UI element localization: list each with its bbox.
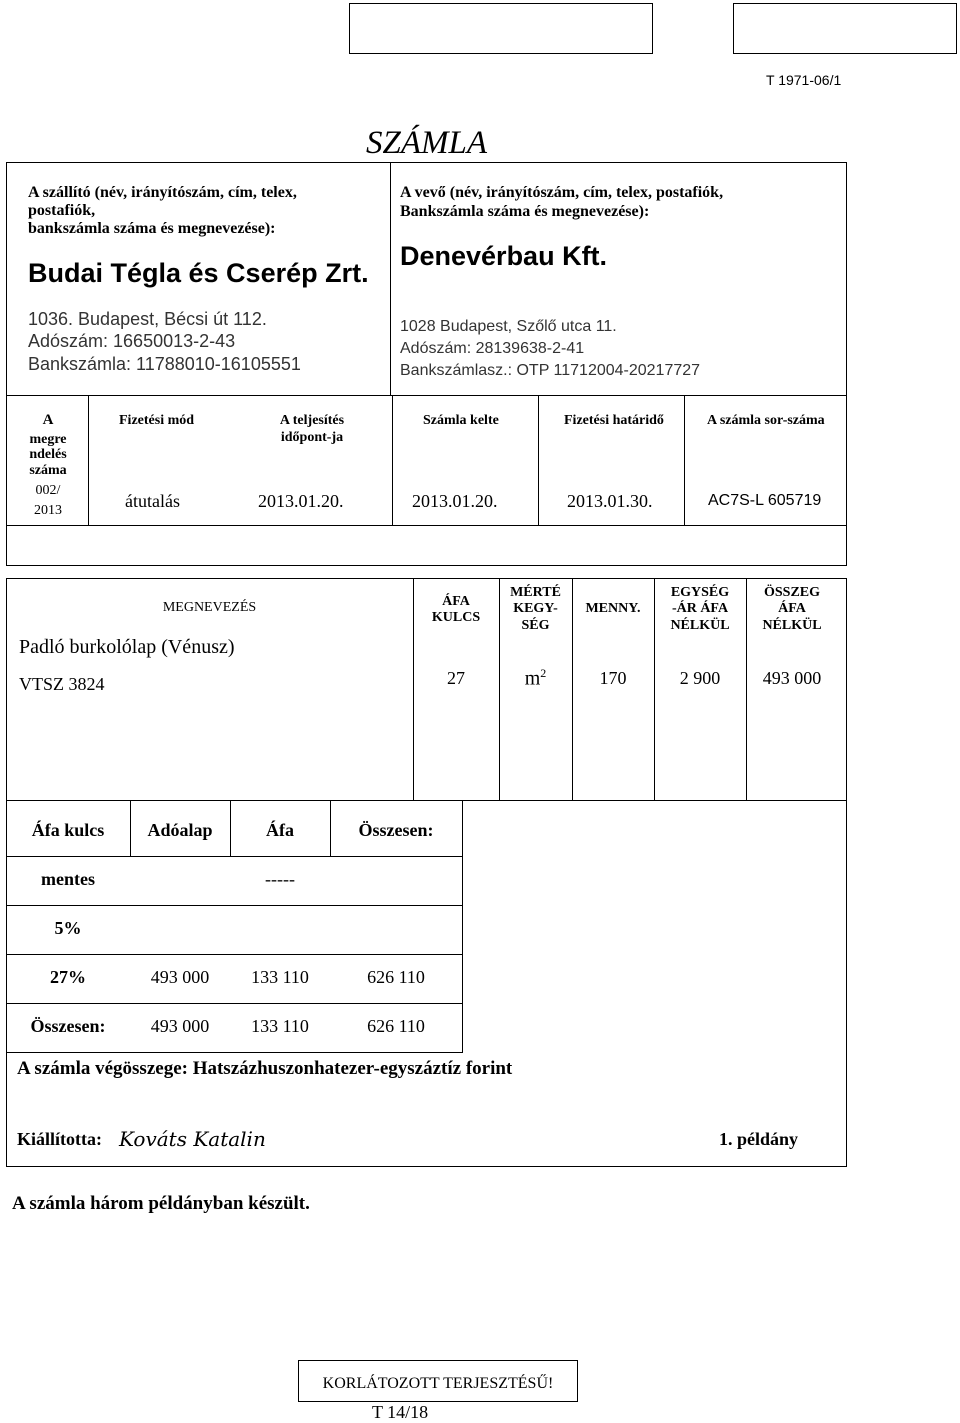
buyer-address: 1028 Budapest, Szőlő utca 11. — [400, 318, 617, 335]
items-vat-header-2: KULCS — [431, 610, 481, 625]
items-qty-header: MENNY. — [585, 601, 641, 616]
order-label-2: megre — [29, 432, 67, 447]
summary-header-base: Adóalap — [147, 820, 213, 840]
completion-label-2: időpont-ja — [280, 430, 344, 445]
invoice-title: SZÁMLA — [366, 125, 488, 161]
summary-row-base: 493 000 — [150, 967, 210, 987]
buyer-heading-2: Bankszámla száma és megnevezése): — [400, 203, 650, 220]
summary-row-line-3 — [6, 954, 463, 955]
items-unit-header-3: SÉG — [521, 618, 550, 633]
order-label-4: száma — [29, 463, 67, 478]
summary-row-rate: 5% — [54, 918, 82, 938]
summary-row-rate: 27% — [50, 967, 86, 987]
restricted-label: KORLÁTOZOTT TERJESZTÉSŰ! — [322, 1375, 554, 1392]
issued-by-label: Kiállította: — [17, 1129, 102, 1149]
summary-total-sum: 626 110 — [367, 1016, 425, 1036]
due-date-value: 2013.01.30. — [567, 491, 653, 511]
info-divider-3 — [538, 395, 539, 525]
item-vat: 27 — [447, 668, 465, 688]
item-total: 493 000 — [762, 668, 822, 688]
items-total-header-2: ÁFA — [778, 601, 806, 616]
order-number-2: 2013 — [34, 503, 62, 518]
items-bottom-line — [6, 800, 847, 801]
item-unit-sup: 2 — [540, 666, 547, 680]
summary-row-line-4 — [6, 1003, 463, 1004]
items-unit-price-header-3: NÉLKÜL — [670, 618, 730, 633]
top-field-box-right — [733, 3, 957, 54]
item-name: Padló burkolólap (Vénusz) — [19, 636, 235, 658]
items-total-header-3: NÉLKÜL — [762, 618, 822, 633]
buyer-name: Denevérbau Kft. — [400, 241, 608, 271]
page-number: T 14/18 — [372, 1402, 429, 1422]
serial-value: AC7S-L 605719 — [708, 492, 822, 509]
summary-row-line-1 — [6, 856, 463, 857]
summary-row-total: 626 110 — [367, 967, 425, 987]
summary-row-vat: ----- — [265, 869, 295, 889]
payment-method-value: átutalás — [125, 491, 180, 511]
info-divider-2 — [392, 395, 393, 525]
items-unit-price-header-1: EGYSÉG — [670, 585, 730, 600]
items-total-header-1: ÖSSZEG — [763, 585, 821, 600]
supplier-address: 1036. Budapest, Bécsi út 112. — [28, 309, 267, 329]
summary-row-vat: 133 110 — [251, 967, 309, 987]
buyer-tax-id: Adószám: 28139638-2-41 — [400, 340, 585, 357]
issued-by-signature: Kováts Katalin — [119, 1127, 266, 1151]
form-code: T 1971-06/1 — [766, 72, 842, 88]
header-divider — [390, 162, 391, 396]
completion-label-1: A teljesítés — [279, 413, 345, 428]
supplier-heading-1: A szállító (név, irányítószám, cím, telex, — [28, 184, 297, 201]
header-separator — [6, 395, 847, 396]
info-bottom-line — [6, 525, 847, 526]
summary-total-label: Összesen: — [30, 1016, 106, 1036]
invoice-date-label: Számla kelte — [423, 413, 499, 428]
copy-number: 1. példány — [719, 1129, 799, 1149]
supplier-tax-id: Adószám: 16650013-2-43 — [28, 331, 236, 351]
top-field-box-left — [349, 3, 653, 54]
supplier-heading-3: bankszámla száma és megnevezése): — [28, 220, 276, 237]
supplier-bank: Bankszámla: 11788010-16105551 — [28, 354, 301, 374]
summary-header-total: Összesen: — [358, 820, 434, 840]
info-divider-4 — [684, 395, 685, 525]
due-date-label: Fizetési határidő — [564, 413, 664, 428]
summary-total-vat: 133 110 — [251, 1016, 309, 1036]
summary-row-line-2 — [6, 905, 463, 906]
payment-method-label: Fizetési mód — [119, 413, 195, 428]
info-divider-1 — [88, 395, 89, 525]
completion-value: 2013.01.20. — [258, 491, 344, 511]
item-qty: 170 — [599, 668, 627, 688]
summary-header-vat-rate: Áfa kulcs — [31, 820, 105, 840]
supplier-name: Budai Tégla és Cserép Zrt. — [28, 258, 369, 288]
item-unit-price: 2 900 — [679, 668, 721, 688]
invoice-date-value: 2013.01.20. — [412, 491, 498, 511]
order-number-1: 002/ — [35, 483, 61, 498]
summary-header-vat: Áfa — [266, 820, 294, 840]
items-unit-header-2: KEGY- — [513, 601, 558, 616]
order-label-1: A — [42, 412, 54, 428]
summary-row-line-5 — [6, 1052, 463, 1053]
item-unit-text: m — [524, 667, 541, 690]
summary-row-rate: mentes — [41, 869, 95, 889]
items-vat-header-1: ÁFA — [442, 594, 470, 609]
items-unit-price-header-2: -ÁR ÁFA — [671, 601, 729, 616]
item-unit — [499, 666, 572, 691]
supplier-heading-2: postafiók, — [28, 202, 96, 219]
item-vtsz: VTSZ 3824 — [19, 674, 105, 694]
order-label-3: ndelés — [29, 447, 67, 462]
items-unit-header-1: MÉRTÉ — [510, 585, 561, 600]
summary-divider-4 — [462, 800, 463, 1052]
items-name-header: MEGNEVEZÉS — [162, 600, 257, 615]
buyer-heading-1: A vevő (név, irányítószám, cím, telex, postafiók, — [400, 184, 724, 201]
summary-total-base: 493 000 — [150, 1016, 210, 1036]
buyer-bank: Bankszámlasz.: OTP 11712004-20217727 — [400, 362, 701, 379]
serial-label: A számla sor-száma — [707, 413, 825, 428]
copies-note: A számla három példányban készült. — [12, 1193, 310, 1214]
invoice-total-in-words: A számla végösszege: Hatszázhuszonhatezer-egyszáztíz forint — [17, 1058, 513, 1079]
